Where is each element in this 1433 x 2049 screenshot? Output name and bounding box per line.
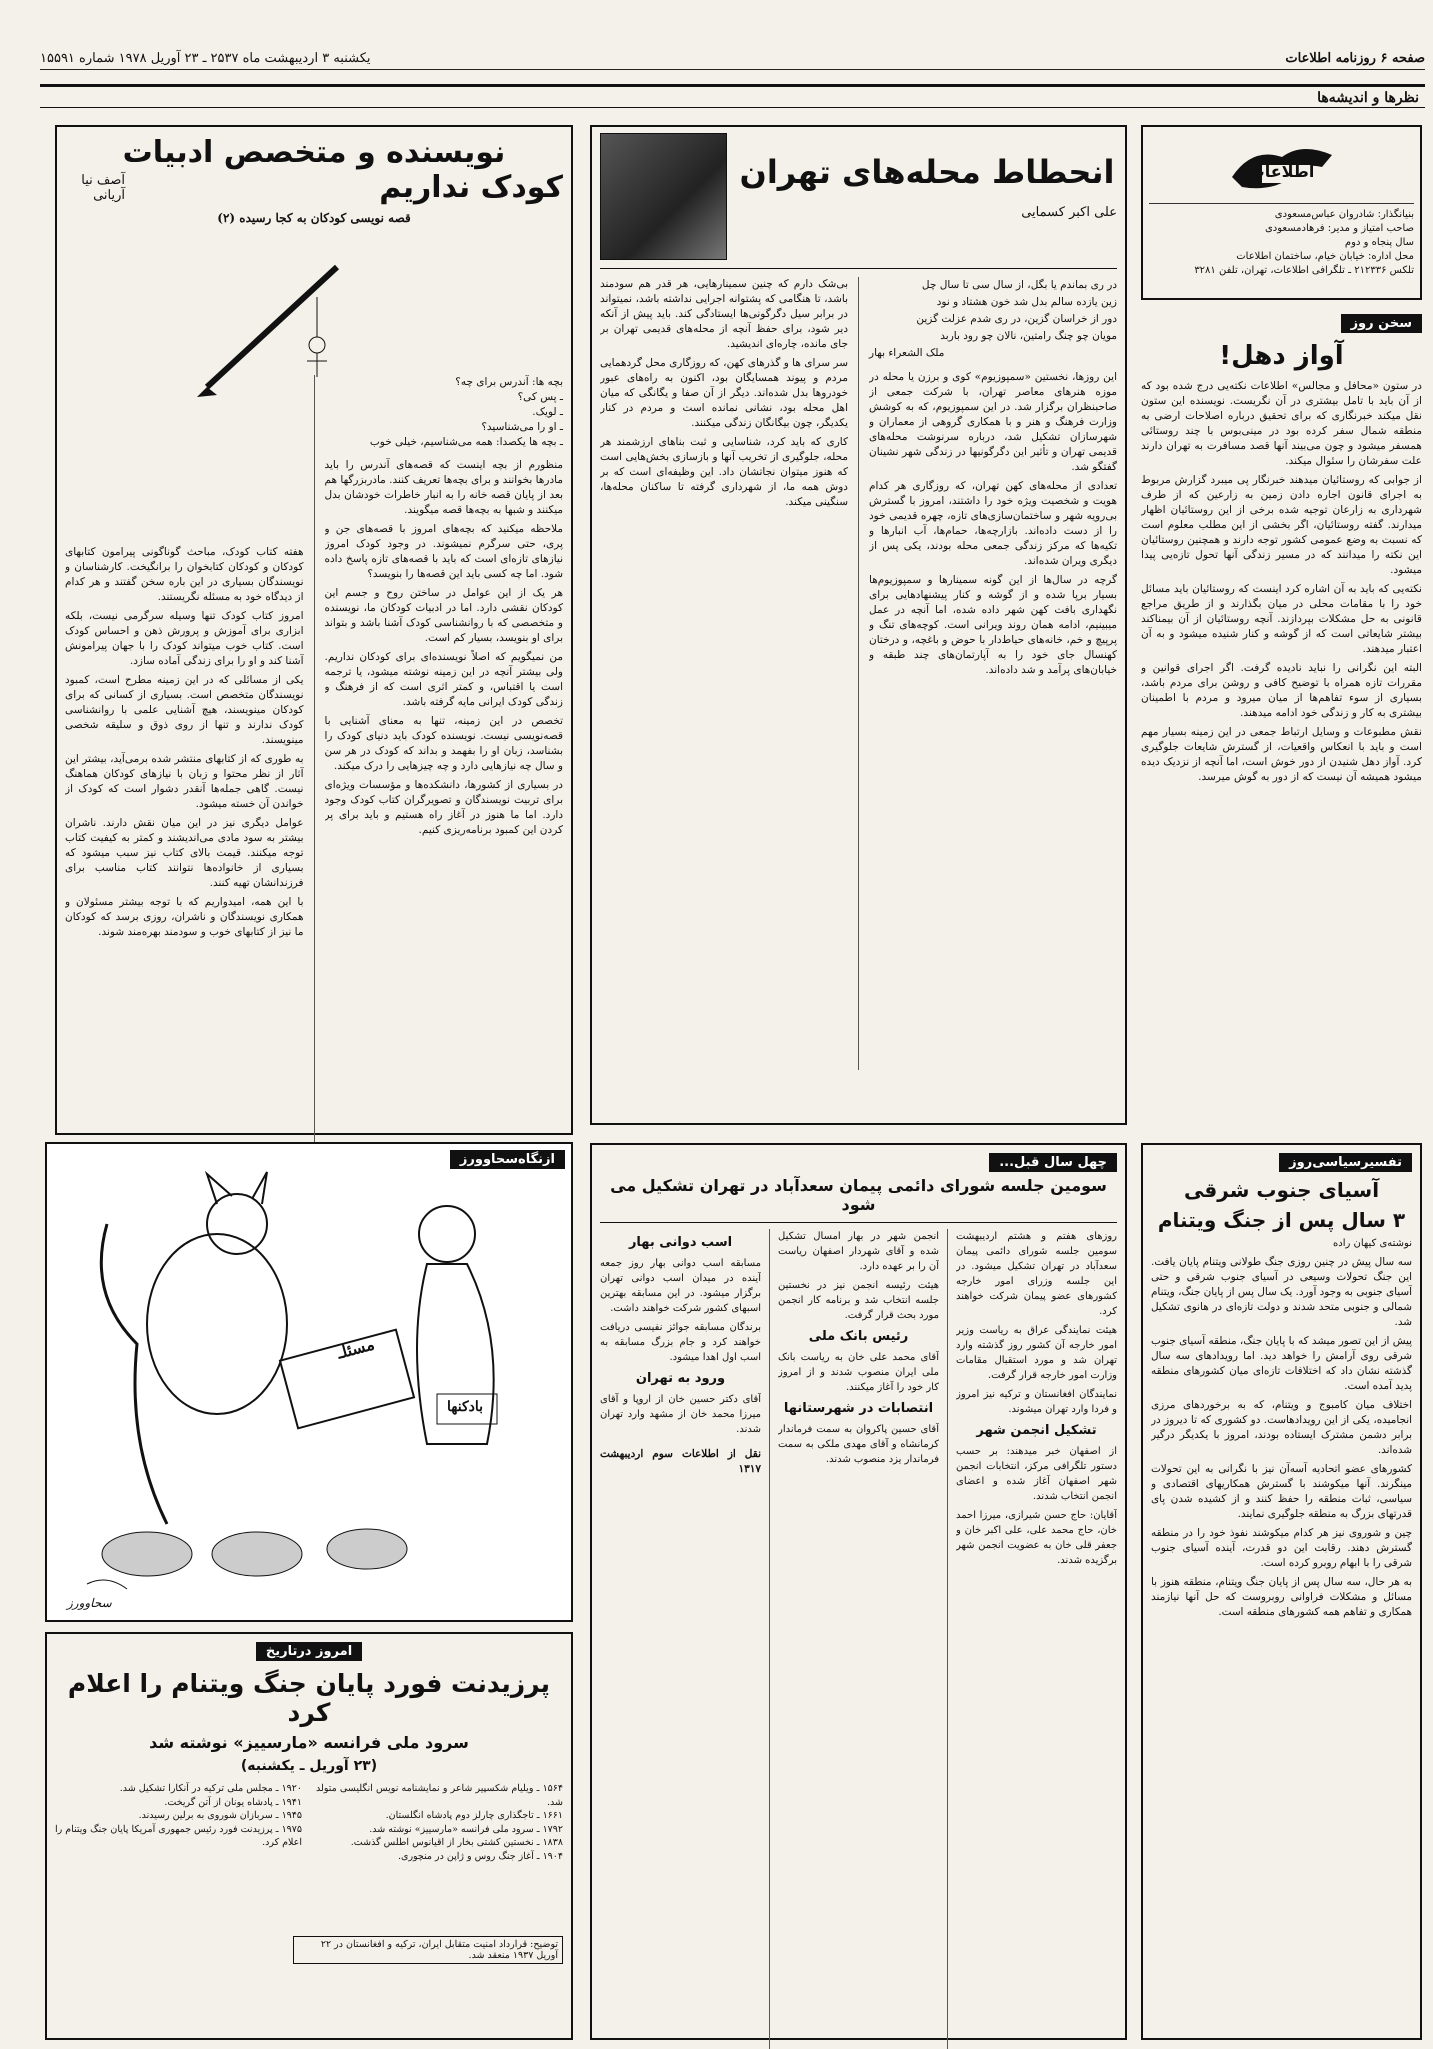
history-note: توضیح: قرارداد امنیت متقابل ایران، ترکیه و افغانستان در ۲۲ آوریل ۱۹۳۷ منعقد شد. [293,1936,563,1964]
political-label: تفسیرسیاسی‌روز [1279,1153,1412,1172]
history-date: (۲۳ آوریل ـ یکشنبه) [240,1758,378,1774]
article-paragraph: سر سرای ها و گذرهای کهن، که روزگاری محل گردهمایی مردم و پیوند همسایگان بود، اکنون به راه‌های عبور خودروها بدل شده‌اند. دیگر از آن صفا و یگانگی که میان اهل محله بود، نشانی نمانده است و مردم در کنار یکدیگر، چون بیگانگان زندگی میکنند. [600,357,848,429]
quote-line: ـ او را می‌شناسید؟ [481,421,563,433]
news-paragraph: از اصفهان خبر میدهند: بر حسب دستور تلگرافی مرکز، انتخابات انجمن شهر اصفهان آغاز شده و اعضای انجمن انتخاب شدند. [956,1446,1117,1502]
quote-line: ـ بچه ها یکصدا: همه می‌شناسیم، خیلی خوب [369,436,563,448]
caption-word-2: بادکنها [447,1399,484,1415]
news-col-3 [600,1229,761,2049]
caption-word-1: مسئلـ [335,1334,377,1363]
news-paragraph: آقای حسین پاکروان به سمت فرماندار کرمانشاه و آقای مهدی ملکی به سمت فرماندار یزد منصوب شدند. [778,1424,939,1465]
article-paragraph: پیش از این تصور میشد که با پایان جنگ، منطقه آسیای جنوب شرقی روی آرامش را خواهد دید. اما رویدادهای سه سال گذشته نشان داد که اختلافات تازه‌ای میان کشورهای منطقه پدید آمده است. [1151,1335,1412,1392]
logo-text: اطلاعات [1248,161,1315,181]
quote-line: بچه ها: آندرس برای چه؟ [455,376,563,388]
editorial-paragraph: از جوابی که روستائیان میدهند خبرنگار پی میبرد گزارش مربوط به اجرای قانون اجاره دادن زمین به زارعین که از طرف شهرداری به زارعان توجیه شده برخی از این روستائیان اظهار میدارند. گفته روستائیان، اگر بخشی از این مطلب معلوم است که نسبت به وضع عمومی کشور توجه دارند و همچنین روستائیان این نکته را میدانند که در مسیر زندگی آنها تحول تازه‌یی پیدا میشود. [1141,474,1422,576]
quote-line: ـ لویک. [532,406,563,418]
article-paragraph: این روزها، نخستین «سمپوزیوم» کوی و برزن یا محله در موزه هنرهای معاصر تهران، با شرکت جمعی از صاحبنظران برگزار شد. در این سمپوزیوم، که به کوشش وزارت فرهنگ و هنر و با همکاری گروهی از معماران و شهرسازان تشکیل شد، درباره سرنوشت محله‌های قدیمی تهران و تأثیر این دگرگونیها در زندگی شهر نشینان گفتگو شد. [869,371,1117,473]
editorial-label: سخن روز [1341,314,1422,333]
political-box [1141,1143,1422,2040]
article-paragraph: کاری که باید کرد، شناسایی و ثبت بناهای ارزشمند هر محله، جلوگیری از تخریب آنها و بازسازی بخش‌هایی است که هنوز میتوان نجاتشان داد. این وظیفه‌ای است که بر دوش همه ما، از شهرداری گرفته تا ساکنان محله‌ها، سنگینی میکند. [600,436,848,508]
article-paragraph: منظورم از بچه اینست که قصه‌های آندرس را باید مادرها بخوانند و برای بچه‌ها تعریف کنند. مادربزرگها هم بعد از پایان قصه خانه را به انبار خاطرات خودشان بدل میکنند و شبها به بچه‌ها قصه میگویند. [324,459,563,516]
article-paragraph: اختلاف میان کامبوج و ویتنام، که به برخوردهای مرزی انجامیده، یکی از این رویدادهاست. دو کشوری که تا دیروز در برابر دشمن مشترک ایستاده بودند، امروز با یکدیگر درگیر شده‌اند. [1151,1399,1412,1456]
news-credit: نقل از اطلاعات سوم اردیبهشت ۱۳۱۷ [600,1448,761,1475]
article-paragraph: یکی از مسائلی که در این زمینه مطرح است، کمبود نویسندگان متخصص است. بسیاری از کسانی که برای کودکان مینویسند، هیچ آشنایی علمی با روانشناسی کودک ندارند و تنها از روی ذوق و سلیقه شخصی مینویسند. [65,674,304,746]
article-paragraph: در بسیاری از کشورها، دانشکده‌ها و مؤسسات ویژه‌ای برای تربیت نویسندگان و تصویرگران کتاب کودک وجود دارد. اما ما هنوز در آغاز راه هستیم و باید برای پر کردن این کمبود برنامه‌ریزی کنیم. [324,779,563,836]
history-item: ۱۹۴۱ ـ پادشاه یونان از آتن گریخت. [164,1796,302,1808]
poem-line: در ری بماندم یا بگل، از سال سی تا سال چل [921,279,1117,291]
article-paragraph: تخصص در این زمینه، تنها به معنای آشنایی با قصه‌نویسی نیست. نویسنده کودک باید دنیای کودک را بشناسد، زبان او را بفهمد و بداند که کودک در هر سن و سال چه نیازهایی دارد و چه چیزهایی را درک میکند. [324,715,563,772]
history-box [45,1632,573,2040]
article-paragraph: هفته کتاب کودک، مباحث گوناگونی پیرامون کتابهای کودکان و کودکان کتابخوان را برانگیخت. کارشناسان و نویسندگان بسیاری در این باره سخن گفتند و هر کدام از دیدگاه خود به مسئله نگریستند. [65,546,304,603]
editorial-paragraph: نقش مطبوعات و وسایل ارتباط جمعی در این زمینه بسیار مهم است و باید با انعکاس واقعیات، از گسترش شایعات جلوگیری کرد. آواز دهل شنیدن از دور خوش است، اما آنچه از نزدیک دیده میشود همیشه آن نیست که از دور به گوش میرسد. [1141,726,1422,783]
article-paragraph: چین و شوروی نیز هر کدام میکوشند نفوذ خود را در منطقه گسترش دهند. رقابت این دو قدرت، آینده آسیای جنوب شرقی را با ابهام روبرو کرده است. [1151,1527,1412,1569]
page-label: صفحه ۶ روزنامه اطلاعات [1285,51,1425,66]
pen-doll-illustration [167,257,387,407]
news-col-2 [778,1229,939,2049]
issue-date: یکشنبه ۳ اردیبهشت ماه ۲۵۳۷ ـ ۲۳ آوریل ۱۹۷۸ شماره ۱۵۵۹۱ [40,51,371,66]
news-subhead: تشکیل انجمن شهر [976,1423,1097,1438]
tehran-col-right [869,370,1117,1070]
news-paragraph: هیئت نمایندگی عراق به ریاست وزیر امور خارجه آن کشور روز گذشته وارد تهران شد و مورد استقبال مقامات وزارت امور خارجه قرار گرفت. [956,1325,1117,1381]
founder: بنیانگذار: شادروان عباس‌مسعودی [1274,209,1414,220]
history-item: ۱۹۴۵ ـ سربازان شوروی به برلین رسیدند. [138,1810,302,1821]
address: محل اداره: خیابان خیام، ساختمان اطلاعات [1236,251,1414,262]
children-title-2: کودک نداریم [379,170,563,205]
masthead [1141,125,1422,300]
tehran-col-left [600,277,848,1067]
history-item: ۱۹۰۴ ـ آغاز جنگ روس و ژاپن در منچوری. [397,1850,563,1862]
article-paragraph: به طوری که از کتابهای منتشر شده برمی‌آید، بیشتر این آثار از نظر محتوا و زبان با نیازهای کودکان هماهنگ نیست. گاهی جمله‌ها آنقدر دشوار است که کودک از خواندن آن خسته میشود. [65,753,304,810]
news-paragraph: نمایندگان افغانستان و ترکیه نیز امروز و فردا وارد تهران میشوند. [956,1389,1117,1415]
article-paragraph: با این همه، امیدواریم که با توجه بیشتر مسئولان و همکاری نویسندگان و ناشران، روزی برسد که کودکان ما نیز از کتابهای خوب و سودمند بهره‌مند شوند. [65,896,304,938]
article-paragraph: کشورهای عضو اتحادیه آسه‌آن نیز با نگرانی به این تحولات مینگرند. آنها میکوشند با گسترش همکاریهای اقتصادی و سیاسی، ثبات منطقه را حفظ کنند و از کشیده شدن پای قدرتهای بزرگ به منطقه جلوگیری نمایند. [1151,1463,1412,1520]
children-author: آصف نیا آریانی [81,172,125,203]
editorial-paragraph: البته این نگرانی را نباید نادیده گرفت. اگر اجرای قوانین و مقررات تازه همراه با توضیح کافی و روشن برای مردم باشد، بسیاری از سوء تفاهم‌ها از میان میرود و مردم با اطمینان بیشتری به کار و زندگی خود ادامه میدهند. [1141,662,1422,719]
history-item: ۱۹۲۰ ـ مجلس ملی ترکیه در آنکارا تشکیل شد. [119,1783,302,1794]
article-paragraph: تعدادی از محله‌های کهن تهران، که روزگاری هر کدام هویت و شخصیت ویژه خود را داشتند، امروز با گسترش بی‌رویه شهر و ساختمان‌سازی‌های تازه، چهره قدیمی خود را از دست داده‌اند. بازارچه‌ها، حمام‌ها، آب انبارها و تکیه‌ها که مرکز زندگی جمعی محله بودند، یکی پس از دیگری ویران شده‌اند. [869,480,1117,567]
author-photo [600,133,727,260]
article-paragraph: من نمیگویم که اصلاً نویسنده‌ای برای کودکان نداریم. ولی بیشتر آنچه در این زمینه نوشته میشود، یا ترجمه است یا اقتباس، و کمتر اثری است که از فرهنگ و زندگی کودک ایرانی مایه گرفته باشد. [324,651,563,708]
article-paragraph: گرچه در سال‌ها از این گونه سمینارها و سمپوزیوم‌ها بسیار برپا شده و از گوشه و کنار پیشنهادهایی برای نگهداری بافت کهن شهر داده شده، اما آنچه در عمل میبینیم، ادامه همان روند ویرانی است. کوچه‌های تنگ و پرپیچ و خم، خانه‌های حیاط‌دار با حوض و باغچه، و درختان کهنسال جای خود را به آپارتمان‌های چند طبقه و خیابان‌های پرآمد و شد داده‌اند. [869,574,1117,676]
children-title-1: نویسنده و متخصص ادبیات [122,135,506,170]
political-body [1151,1255,1412,1975]
news-subhead: اسب دوانی بهار [628,1235,733,1250]
poem-line: مویان چو چنگ رامتین، نالان چو رود باربد [940,330,1117,342]
political-title-2: ۳ سال پس از جنگ ویتنام [1157,1208,1406,1232]
tehran-author: علی اکبر کسمایی [1021,205,1117,220]
news-box [590,1143,1127,2040]
page-header [40,48,1425,70]
news-headline: سومین جلسه شورای دائمی پیمان سعدآباد در تهران تشکیل می شود [610,1176,1107,1214]
cartoon-illustration [47,1144,571,1614]
history-item: ۱۸۳۸ ـ نخستین کشتی بخار از اقیانوس اطلس گذشت. [350,1837,563,1848]
poem [869,277,1117,362]
article-paragraph: امروز کتاب کودک تنها وسیله سرگرمی نیست، بلکه ابزاری برای آموزش و پرورش ذهن و احساس کودک است. کتاب خوب میتواند کودک را با جهان پیرامونش آشنا کند و او را برای زندگی آماده سازد. [65,610,304,667]
tehran-title: انحطاط محله‌های تهران [739,153,1115,191]
article-paragraph: سه سال پیش در چنین روزی جنگ طولانی ویتنام پایان یافت. این جنگ تحولات وسیعی در آسیای جنوب شرقی و حتی آسیای جنوبی به وجود آورد. یک سال پس از پایان جنگ، ویتنام شمالی و جنوبی متحد شدند و دولت تازه‌ای در هانوی تشکیل شد. [1151,1256,1412,1328]
article-paragraph: عوامل دیگری نیز در این میان نقش دارند. ناشران بیشتر به سود مادی می‌اندیشند و کمتر به کیفیت کتاب توجه میکنند. قیمت بالای کتاب نیز سبب میشود که بسیاری از خانواده‌ها نتوانند کتاب مناسب برای فرزندانشان تهیه کنند. [65,817,304,889]
news-col-1 [956,1229,1117,2049]
news-paragraph: آقای دکتر حسین خان از اروپا و آقای میرزا محمد خان از مشهد وارد تهران شدند. [600,1394,761,1435]
news-paragraph: آقای محمد علی خان به ریاست بانک ملی ایران منصوب شدند و از امروز کار خود را آغاز میکنند. [778,1352,939,1393]
history-label: امروز درتاریخ [256,1642,362,1661]
history-item: ۱۷۹۲ ـ سرود ملی فرانسه «مارسییز» نوشته شد. [369,1823,563,1835]
owner: صاحب امتیاز و مدیر: فرهادمسعودی [1264,223,1414,234]
editorial-body [1141,379,1422,1109]
children-col-left [65,545,304,1235]
phone: تلکس ۲۱۲۳۳۶ ـ تلگرافی اطلاعات، تهران، تلفن ۳۲۸۱ [1194,265,1414,276]
news-paragraph: مسابقه اسب دوانی بهار روز جمعه آینده در میدان اسب دوانی تهران برگزار میشود. در این مسابقه بهترین اسبهای کشور شرکت خواهند داشت. [600,1258,761,1314]
logo [1149,131,1414,204]
history-headline: پرزیدنت فورد پایان جنگ ویتنام را اعلام کرد [67,1669,551,1727]
editorial-paragraph: نکته‌یی که باید به آن اشاره کرد اینست که روستائیان باید مسائل خود را با مقامات محلی در میان بگذارند و از طریق مراجع قانونی به حل مشکلات بپردازند. آنچه روستائیان از آن بیمناکند بیشتر شایعاتی است که از گوشه و کنار شنیده میشود و به آن اعتبار میدهند. [1141,583,1422,655]
history-sub: سرود ملی فرانسه «مارسییز» نوشته شد [149,1733,469,1752]
article-paragraph: به هر حال، سه سال پس از پایان جنگ ویتنام، منطقه هنوز با مسائل و مشکلات فراوانی روبروست که حل آنها نیازمند همکاری و تفاهم همه کشورهای منطقه است. [1151,1576,1412,1618]
article-paragraph: بی‌شک دارم که چنین سمینارهایی، هر قدر هم سودمند باشد، تا هنگامی که پشتوانه اجرایی نداشته باشد، نمیتواند در برابر سیل دگرگونی‌ها ایستادگی کند. باید پیش از آنکه دیر شود، برای حفظ آنچه از محله‌های قدیمی تهران بر جای مانده، چاره‌ای اندیشید. [600,278,848,350]
editorial-paragraph: در ستون «محافل و مجالس» اطلاعات نکته‌یی درج شده بود که از آن باید با تامل بیشتری در آن نگریست. نویسنده این ستون نقل میکند خبرنگاری که برای تحقیق درباره اصلاحات ارضی به منطقه شمال سفر کرده بود در مینی‌بوس با چند روستائی همسفر میشود و چون می‌بیند آنها قصد مسافرت به تهران دارند علت سفرشان را سئوال میکند. [1141,380,1422,467]
history-item: ۱۹۷۵ ـ پرزیدنت فورد رئیس جمهوری آمریکا پایان جنگ ویتنام را اعلام کرد. [55,1823,302,1848]
news-paragraph: انجمن شهر در بهار امسال تشکیل شده و آقای شهردار اصفهان ریاست آن را بر عهده دارد. [778,1231,939,1272]
poem-line: دور از خراسان گزین، در ری شدم عزلت گزین [916,313,1117,325]
political-title-1: آسیای جنوب شرقی [1183,1178,1380,1202]
section-title: نظرها و اندیشه‌ها [40,84,1425,108]
children-col-right [325,458,564,1058]
children-article [55,125,573,1135]
news-subhead: انتصابات در شهرستانها [783,1401,934,1416]
quote-line: ـ پس کی؟ [517,391,563,403]
news-subhead: رئیس بانک ملی [808,1329,909,1344]
news-paragraph: هیئت رئیسه انجمن نیز در نخستین جلسه انتخاب شد و برنامه کار انجمن مورد بحث قرار گرفت. [778,1280,939,1321]
editorial-title: آواز دهل! [1219,341,1344,371]
tehran-article [590,125,1127,1125]
political-author: نوشته‌ی کیهان راده [1333,1238,1412,1249]
cartoon-box [45,1142,573,1622]
news-paragraph: روزهای هفتم و هشتم اردیبهشت سومین جلسه شورای دائمی پیمان سعدآباد در تهران تشکیل میشود. در این جلسه وزرای امور خارجه کشورهای عضو پیمان شرکت خواهند کرد. [956,1231,1117,1317]
history-item: ۱۶۶۱ ـ تاجگذاری چارلز دوم پادشاه انگلستان. [385,1810,563,1821]
news-subhead: ورود به تهران [635,1371,726,1386]
news-label: چهل سال قبل... [989,1153,1117,1172]
children-subtitle: قصه نویسی کودکان به کجا رسیده (۲) [217,211,411,225]
news-paragraph: برندگان مسابقه جوائز نفیسی دریافت خواهند کرد و جام بزرگ مسابقه به اسب اول اهدا میشود. [600,1322,761,1363]
editorial [1141,312,1422,1130]
history-item: ۱۵۶۴ ـ ویلیام شکسپیر شاعر و نمایشنامه نویس انگلیسی متولد شد. [316,1783,563,1808]
cartoon-signature: سحاوورز [67,1596,112,1610]
year: سال پنجاه و دوم [1344,237,1414,248]
news-paragraph: آقایان: حاج حسن شیرازی، میرزا احمد خان، حاج محمد علی، علی اکبر خان و جعفر قلی خان به عضویت انجمن شهر برگزیده شدند. [956,1510,1117,1566]
history-items [55,1782,563,1932]
poem-line: زین یازده سالم بدل شد خون هشتاد و نود [936,296,1117,308]
cartoon-label: ازنگاه‌سحاوورز [450,1150,565,1169]
article-paragraph: هر یک از این عوامل در ساختن روح و جسم این کودکان نقشی دارد. اما در ادبیات کودکان ما، نویسنده و متخصصی که با روانشناسی کودک آشنا باشد و بتواند برای او بنویسد، بسیار کم است. [324,587,563,644]
article-paragraph: ملاحظه میکنید که بچه‌های امروز با قصه‌های جن و پری، حتی سرگرم نمیشوند. در وجود کودک امروز نیازهای تازه‌ای است که باید با قصه‌های تازه پاسخ داده شود. اما چه کسی باید این قصه‌ها را بنویسد؟ [324,523,563,580]
poem-credit: ملک الشعراء بهار [869,347,945,359]
